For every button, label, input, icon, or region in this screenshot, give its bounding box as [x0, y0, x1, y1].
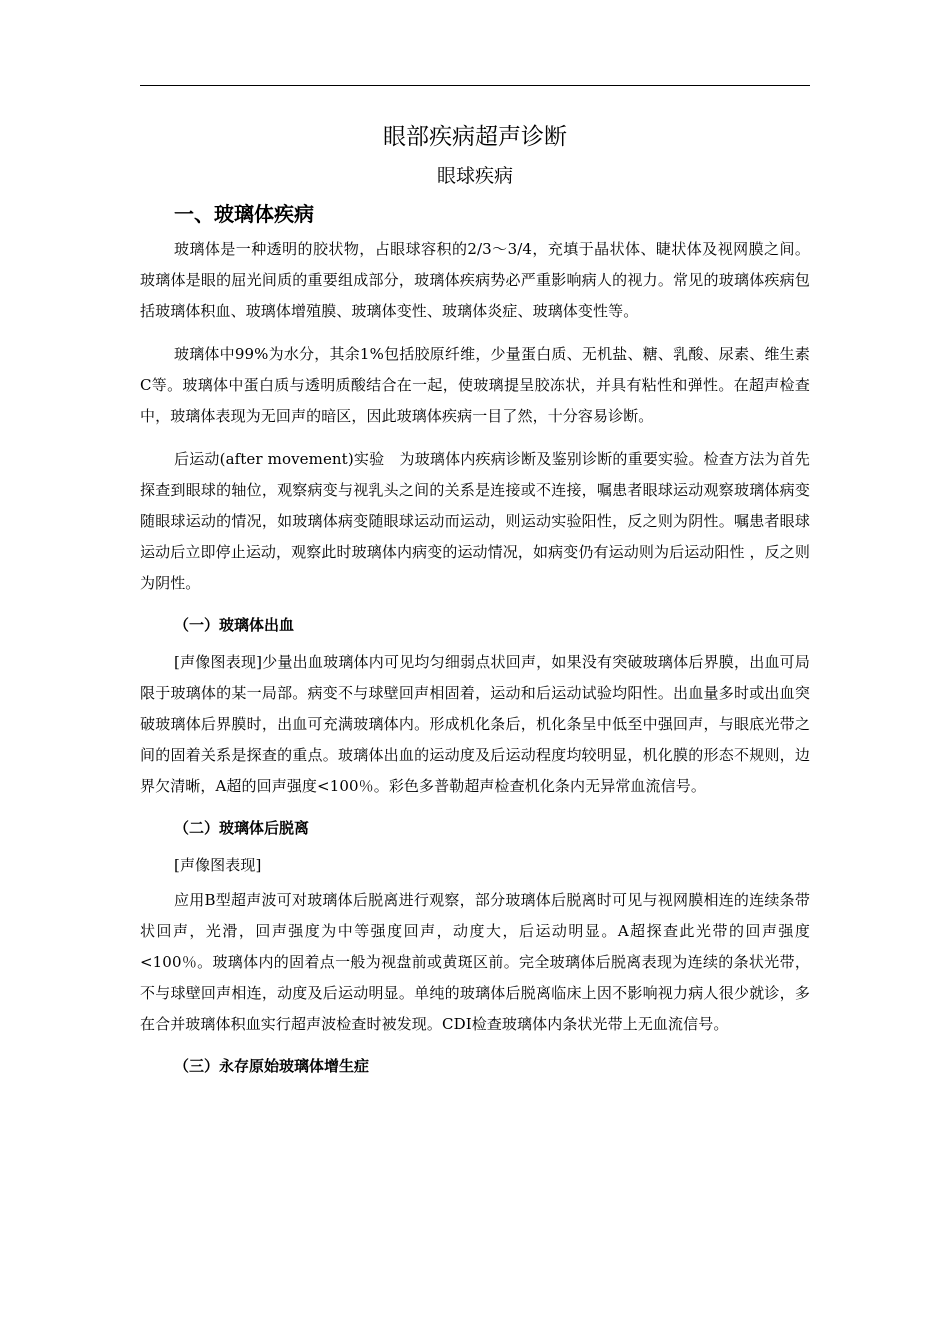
paragraph-after-movement-test: 后运动(after movement)实验 为玻璃体内疾病诊断及鉴别诊断的重要实验。检查方法为首先探查到眼球的轴位，观察病变与视乳头之间的关系是连接或不连接，嘱患者眼球运动观察玻璃体病变随眼球运动的情况，如玻璃体病变随眼球运动而运动，则运动实验阳性，反之则为阴性。嘱患者眼球运动后立即停止运动，观察此时玻璃体内病变的运动情况，如病变仍有运动则为后运动阳性 ，反之则为阴性。	[140, 450, 810, 592]
document-subtitle: 眼球疾病	[436, 165, 513, 187]
paragraph-posterior-vitreous-detachment: 应用B型超声波可对玻璃体后脱离进行观察，部分玻璃体后脱离时可见与视网膜相连的连续条带状回声，光滑，回声强度为中等强度回声，动度大，后运动明显。A超探查此光带的回声强度<100％。玻璃体内的固着点一般为视盘前或黄斑区前。完全玻璃体后脱离表现为连续的条状光带，不与球壁回声相连，动度及后运动明显。单纯的玻璃体后脱离临床上因不影响视力病人很少就诊，多在合并玻璃体积血实行超声波检查时被发现。CDI检查玻璃体内条状光带上无血流信号。	[140, 891, 810, 1033]
subheading-persistent-primary-vitreous: （三）永存原始玻璃体增生症	[174, 1057, 370, 1075]
paragraph-vitreous-hemorrhage: [声像图表现]少量出血玻璃体内可见均匀细弱点状回声，如果没有突破玻璃体后界膜，出血可局限于玻璃体的某一局部。病变不与球壁回声相固着，运动和后运动试验均阳性。出血量多时或出血突破玻璃体后界膜时，出血可充满玻璃体内。形成机化条后，机化条呈中低至中强回声，与眼底光带之间的固着关系是探查的重点。玻璃体出血的运动度及后运动程度均较明显，机化膜的形态不规则，边界欠清晰，A超的回声强度<100％。彩色多普勒超声检查机化条内无异常血流信号。	[140, 653, 810, 795]
section-heading-vitreous-diseases: 一、玻璃体疾病	[174, 202, 314, 226]
label-sonogram-findings: [声像图表现]	[174, 856, 262, 874]
subheading-vitreous-hemorrhage: （一）玻璃体出血	[174, 616, 295, 634]
document-body	[140, 116, 810, 1088]
header-rule	[140, 85, 810, 86]
subheading-posterior-vitreous-detachment: （二）玻璃体后脱离	[174, 819, 310, 837]
document-title: 眼部疾病超声诊断	[383, 124, 567, 150]
paragraph-vitreous-composition: 玻璃体中99%为水分，其余1%包括胶原纤维，少量蛋白质、无机盐、糖、乳酸、尿素、维生素C等。玻璃体中蛋白质与透明质酸结合在一起，使玻璃提呈胶冻状，并具有粘性和弹性。在超声检查中，玻璃体表现为无回声的暗区，因此玻璃体疾病一目了然，十分容易诊断。	[140, 345, 810, 425]
paragraph-vitreous-intro: 玻璃体是一种透明的胶状物，占眼球容积的2/3～3/4，充填于晶状体、睫状体及视网膜之间。玻璃体是眼的屈光间质的重要组成部分，玻璃体疾病势必严重影响病人的视力。常见的玻璃体疾病包括玻璃体积血、玻璃体增殖膜、玻璃体变性、玻璃体炎症、玻璃体变性等。	[140, 240, 810, 320]
